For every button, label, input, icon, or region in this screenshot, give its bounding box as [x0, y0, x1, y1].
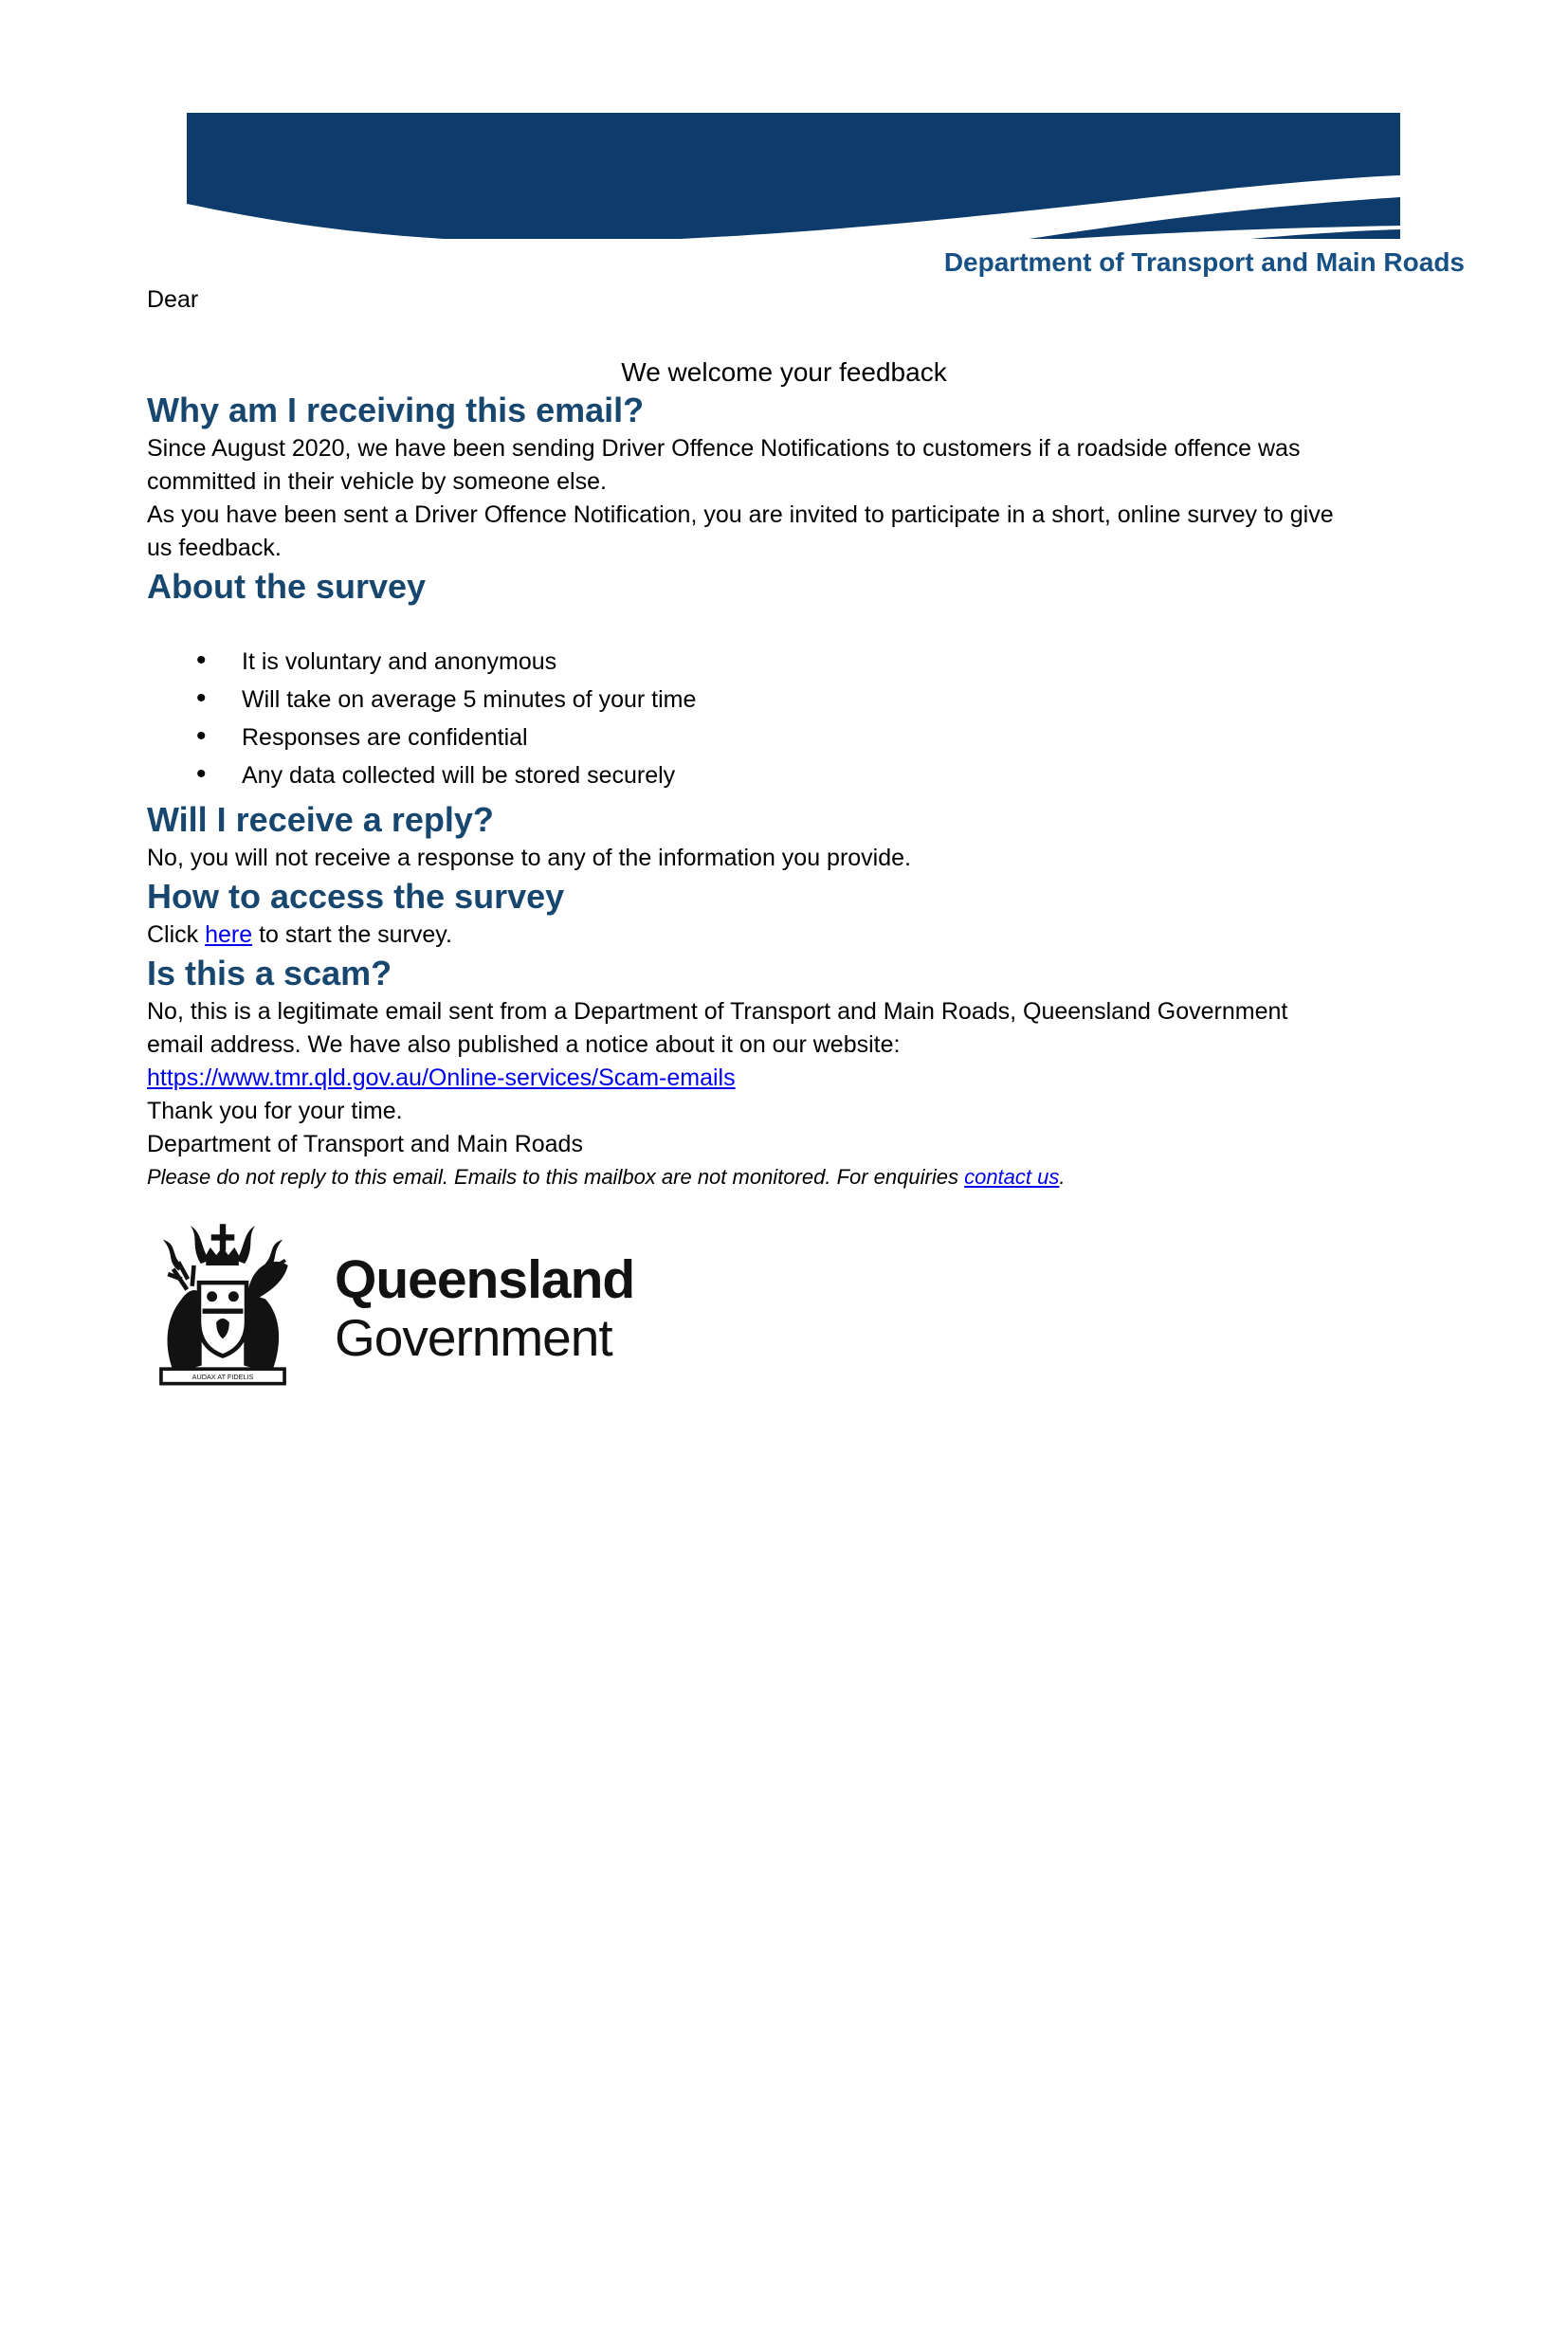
click-prefix-text: Click: [147, 921, 206, 948]
paragraph-no-response: No, you will not receive a response to any of the information you provide.: [147, 845, 911, 871]
click-suffix-text: to start the survey.: [252, 921, 452, 948]
tmr-header-banner: [187, 113, 1400, 239]
list-item: • It is voluntary and anonymous: [147, 646, 1351, 678]
no-reply-disclaimer: [147, 1163, 1389, 1191]
paragraph-why-1: Since August 2020, we have been sending Driver Offence Notifications to customers if a roadside offence was committed in their vehicle by someone else.: [147, 435, 1301, 495]
list-item: • Will take on average 5 minutes of your time: [147, 684, 1351, 716]
contact-us-link[interactable]: contact us: [964, 1165, 1060, 1189]
scam-notice-url-link[interactable]: https://www.tmr.qld.gov.au/Online-services/Scam-emails: [147, 1065, 736, 1091]
survey-here-link[interactable]: here: [205, 921, 253, 948]
salutation: Dear: [147, 286, 199, 313]
department-title: Department of Transport and Main Roads: [943, 247, 1465, 277]
feedback-tagline: We welcome your feedback: [621, 357, 947, 387]
queensland-government-logo: [147, 1217, 1568, 1390]
disclaimer-prefix-text: Please do not reply to this email. Emails to this mailbox are not monitored. For enquiries: [147, 1165, 965, 1189]
heading-receive-reply: Will I receive a reply?: [147, 800, 494, 839]
thanks-text: Thank you for your time.: [147, 1098, 403, 1124]
logo-queensland-text: Queensland: [335, 1249, 635, 1310]
logo-government-text: Government: [335, 1308, 612, 1367]
heading-is-scam: Is this a scam?: [147, 954, 392, 992]
signature-department: Department of Transport and Main Roads: [147, 1131, 583, 1157]
list-item: • Any data collected will be stored securely: [147, 760, 1351, 792]
list-item: • Responses are confidential: [147, 722, 1351, 754]
logo-wordmark: [335, 1217, 634, 1367]
scam-body-text: No, this is a legitimate email sent from a Department of Transport and Main Roads, Queensland Government email address. We have also published a notice about it on our website:: [147, 998, 1288, 1058]
logo-motto-text: AUDAX AT FIDELIS: [191, 1373, 254, 1382]
road-swoosh-graphic: [187, 113, 1400, 239]
heading-about-survey: About the survey: [147, 567, 427, 606]
survey-bullet-list: [147, 646, 1351, 792]
heading-why-receiving: Why am I receiving this email?: [147, 391, 645, 429]
queensland-coat-of-arms: [147, 1217, 299, 1390]
paragraph-click-link: [147, 919, 1351, 952]
paragraph-scam: [147, 995, 1351, 1095]
paragraph-why-2: As you have been sent a Driver Offence Notification, you are invited to participate in a short, online survey to give us feedback.: [147, 501, 1334, 561]
disclaimer-suffix-text: .: [1059, 1165, 1066, 1189]
heading-access-survey: How to access the survey: [147, 877, 565, 916]
